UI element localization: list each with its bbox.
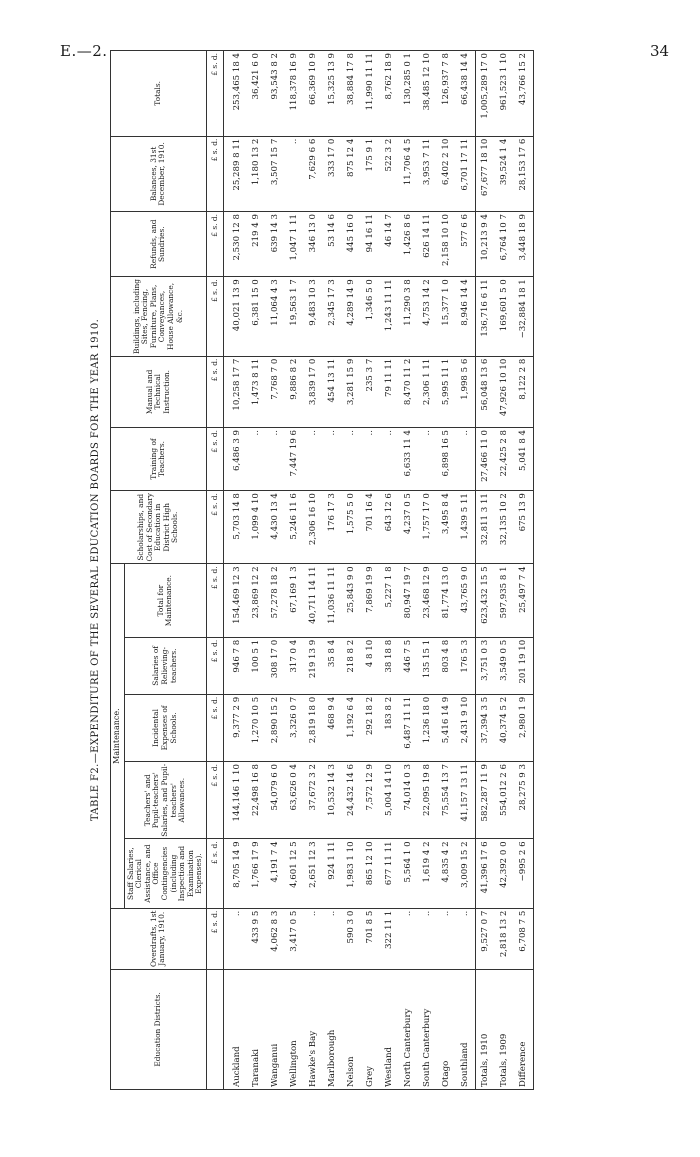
amount-cell: 54,079 6 0: [266, 762, 285, 839]
amount-cell: 701 8 5: [361, 908, 380, 969]
amount-cell: 7,629 6 6: [304, 136, 323, 211]
amount-cell: 100 5 1: [247, 637, 266, 694]
amount-cell: 219 13 9: [304, 637, 323, 694]
amount-cell: 3,549 0 5: [495, 637, 514, 694]
amount-cell: 11,064 4 3: [266, 277, 285, 356]
amount-cell: 253,465 18 4: [223, 51, 247, 137]
amount-cell: 2,306 1 11: [418, 356, 437, 427]
amount-cell: 57,278 18 2: [266, 564, 285, 637]
amount-cell: 38 18 8: [380, 637, 399, 694]
amount-cell: 67,677 18 10: [475, 136, 495, 211]
amount-cell: 175 9 1: [361, 136, 380, 211]
amount-cell: 8,470 11 2: [399, 356, 418, 427]
amount-cell: 2,819 18 0: [304, 694, 323, 761]
amount-cell: 81,774 13 0: [437, 564, 456, 637]
amount-cell: 118,378 16 9: [285, 51, 304, 137]
amount-cell: 11,706 4 5: [399, 136, 418, 211]
amount-cell: 4,062 8 3: [266, 908, 285, 969]
unit-cell: £ s. d.: [206, 212, 223, 277]
amount-cell: 36,421 6 0: [247, 51, 266, 137]
amount-cell: 1,270 10 5: [247, 694, 266, 761]
amount-cell: 4,835 4 2: [437, 839, 456, 908]
amount-cell: ..: [304, 427, 323, 490]
amount-cell: 9,377 2 9: [223, 694, 247, 761]
unit-cell: £ s. d.: [206, 908, 223, 969]
amount-cell: 11,290 3 8: [399, 277, 418, 356]
amount-cell: 53 14 6: [323, 212, 342, 277]
amount-cell: 317 0 4: [285, 637, 304, 694]
amount-cell: 468 9 4: [323, 694, 342, 761]
amount-cell: 4,289 14 9: [342, 277, 361, 356]
amount-cell: 2,530 12 8: [223, 212, 247, 277]
amount-cell: 40,021 13 9: [223, 277, 247, 356]
amount-cell: 67,169 1 3: [285, 564, 304, 637]
amount-cell: 4,753 14 2: [418, 277, 437, 356]
amount-cell: 7,572 12 9: [361, 762, 380, 839]
amount-cell: 6,708 7 5: [514, 908, 534, 969]
amount-cell: 6,402 2 10: [437, 136, 456, 211]
amount-cell: 1,439 5 11: [456, 491, 476, 564]
unit-cell: £ s. d.: [206, 637, 223, 694]
table-row: [456, 51, 476, 1090]
amount-cell: 66,369 10 9: [304, 51, 323, 137]
amount-cell: 4,191 7 4: [266, 839, 285, 908]
amount-cell: 5,227 1 8: [380, 564, 399, 637]
unit-cell: £ s. d.: [206, 51, 223, 137]
amount-cell: 2,345 17 3: [323, 277, 342, 356]
page-header-left: E.—2.: [60, 42, 108, 60]
amount-cell: 1,757 17 0: [418, 491, 437, 564]
amount-cell: 454 13 11: [323, 356, 342, 427]
amount-cell: 3,417 0 5: [285, 908, 304, 969]
table-row: [304, 51, 323, 1090]
unit-cell-blank: [206, 969, 223, 1089]
amount-cell: 3,751 0 3: [475, 637, 495, 694]
amount-cell: ..: [380, 427, 399, 490]
district-name: Southland: [456, 969, 476, 1089]
amount-cell: 522 3 2: [380, 136, 399, 211]
amount-cell: 1,346 5 0: [361, 277, 380, 356]
amount-cell: 130,285 0 1: [399, 51, 418, 137]
col-header-buildings: Buildings, including Sites, Fencing, Furniture, Plans, Conveyances, House Allowance, &c.: [111, 277, 207, 356]
amount-cell: 2,651 12 3: [304, 839, 323, 908]
amount-cell: 3,009 15 2: [456, 839, 476, 908]
unit-cell: £ s. d.: [206, 564, 223, 637]
amount-cell: 28,275 9 3: [514, 762, 534, 839]
table-row: [223, 51, 247, 1090]
col-header-total-maintenance: Total for Maintenance.: [124, 564, 206, 637]
district-name: Hawke's Bay: [304, 969, 323, 1089]
col-header-manual: Manual and Technical Instruction.: [111, 356, 207, 427]
amount-cell: 218 8 2: [342, 637, 361, 694]
district-name: Totals, 1909: [495, 969, 514, 1089]
amount-cell: 43,766 15 2: [514, 51, 534, 137]
amount-cell: 2,306 16 10: [304, 491, 323, 564]
amount-cell: 4 8 10: [361, 637, 380, 694]
amount-cell: 42,392 0 0: [495, 839, 514, 908]
amount-cell: ..: [285, 136, 304, 211]
amount-cell: 8,705 14 9: [223, 839, 247, 908]
amount-cell: 10,532 14 3: [323, 762, 342, 839]
amount-cell: 22,425 2 8: [495, 427, 514, 490]
amount-cell: 8,762 18 9: [380, 51, 399, 137]
amount-cell: 15,377 1 0: [437, 277, 456, 356]
col-header-maintenance-group: Maintenance.: [111, 564, 125, 908]
amount-cell: 5,004 14 10: [380, 762, 399, 839]
amount-cell: 1,047 1 11: [285, 212, 304, 277]
amount-cell: 322 11 1: [380, 908, 399, 969]
amount-cell: 3,507 15 7: [266, 136, 285, 211]
table-row: [342, 51, 361, 1090]
table-row: [380, 51, 399, 1090]
district-name: Marlborough: [323, 969, 342, 1089]
amount-cell: 1,426 8 6: [399, 212, 418, 277]
amount-cell: 1,575 5 0: [342, 491, 361, 564]
district-name: Wellington: [285, 969, 304, 1089]
amount-cell: 11,036 11 11: [323, 564, 342, 637]
col-header-staff: Staff Salaries, Clerical Assistance, and Office Contingencies (including Inspection and Examination Expenses).: [124, 839, 206, 908]
amount-cell: 38,485 12 10: [418, 51, 437, 137]
amount-cell: 37,672 3 2: [304, 762, 323, 839]
amount-cell: 47,926 10 10: [495, 356, 514, 427]
amount-cell: 15,325 13 9: [323, 51, 342, 137]
difference-row: [514, 51, 534, 1090]
amount-cell: 597,935 8 1: [495, 564, 514, 637]
amount-cell: ..: [361, 427, 380, 490]
amount-cell: 6,701 17 11: [456, 136, 476, 211]
amount-cell: 677 11 11: [380, 839, 399, 908]
col-header-relieving: Salaries of Relieving-teachers.: [124, 637, 206, 694]
amount-cell: 28,153 17 6: [514, 136, 534, 211]
amount-cell: 9,483 10 3: [304, 277, 323, 356]
amount-cell: 201 19 10: [514, 637, 534, 694]
amount-cell: ..: [323, 908, 342, 969]
unit-cell: £ s. d.: [206, 762, 223, 839]
amount-cell: 10,258 17 7: [223, 356, 247, 427]
table-row: [247, 51, 266, 1090]
expenditure-table: [110, 50, 534, 1090]
amount-cell: 1,099 4 10: [247, 491, 266, 564]
amount-cell: 6,486 3 9: [223, 427, 247, 490]
amount-cell: 675 13 9: [514, 491, 534, 564]
amount-cell: 2,818 13 2: [495, 908, 514, 969]
amount-cell: 154,469 12 3: [223, 564, 247, 637]
amount-cell: 961,523 1 10: [495, 51, 514, 137]
amount-cell: 144,146 1 10: [223, 762, 247, 839]
amount-cell: 32,811 3 11: [475, 491, 495, 564]
amount-cell: 93,543 8 2: [266, 51, 285, 137]
amount-cell: 43,765 9 0: [456, 564, 476, 637]
district-name: Nelson: [342, 969, 361, 1089]
table-row: [399, 51, 418, 1090]
table-title: TABLE F2.—EXPENDITURE OF THE SEVERAL EDUCATION BOARDS FOR THE YEAR 1910.: [90, 318, 101, 822]
amount-cell: 5,564 1 0: [399, 839, 418, 908]
amount-cell: 2,158 10 10: [437, 212, 456, 277]
amount-cell: 8,946 14 4: [456, 277, 476, 356]
amount-cell: 1,983 1 10: [342, 839, 361, 908]
amount-cell: 10,213 9 4: [475, 212, 495, 277]
amount-cell: 25,843 9 0: [342, 564, 361, 637]
amount-cell: 643 12 6: [380, 491, 399, 564]
unit-cell: £ s. d.: [206, 277, 223, 356]
district-name: Difference: [514, 969, 534, 1089]
table-row: [323, 51, 342, 1090]
amount-cell: 63,626 0 4: [285, 762, 304, 839]
amount-cell: ..: [223, 908, 247, 969]
amount-cell: 308 17 0: [266, 637, 285, 694]
amount-cell: 176 17 3: [323, 491, 342, 564]
amount-cell: 3,953 7 11: [418, 136, 437, 211]
amount-cell: 40,711 14 11: [304, 564, 323, 637]
amount-cell: 126,937 7 8: [437, 51, 456, 137]
amount-cell: 46 14 7: [380, 212, 399, 277]
amount-cell: ..: [266, 427, 285, 490]
table-row: [437, 51, 456, 1090]
amount-cell: 346 13 0: [304, 212, 323, 277]
amount-cell: 1,619 4 2: [418, 839, 437, 908]
unit-cell: £ s. d.: [206, 491, 223, 564]
amount-cell: 176 5 3: [456, 637, 476, 694]
amount-cell: 446 7 5: [399, 637, 418, 694]
amount-cell: 875 12 4: [342, 136, 361, 211]
col-header-training: Training of Teachers.: [111, 427, 207, 490]
amount-cell: 5,246 11 6: [285, 491, 304, 564]
amount-cell: 333 17 0: [323, 136, 342, 211]
amount-cell: 41,396 17 6: [475, 839, 495, 908]
amount-cell: 5,041 8 4: [514, 427, 534, 490]
table-row: [285, 51, 304, 1090]
amount-cell: 292 18 2: [361, 694, 380, 761]
amount-cell: 7,447 19 6: [285, 427, 304, 490]
amount-cell: 5,995 11 1: [437, 356, 456, 427]
table-row: [266, 51, 285, 1090]
amount-cell: ..: [304, 908, 323, 969]
amount-cell: 169,601 5 0: [495, 277, 514, 356]
amount-cell: 626 14 11: [418, 212, 437, 277]
amount-cell: 582,287 11 9: [475, 762, 495, 839]
amount-cell: 2,431 9 10: [456, 694, 476, 761]
unit-cell: £ s. d.: [206, 356, 223, 427]
unit-row: [206, 51, 223, 1090]
amount-cell: 23,869 12 2: [247, 564, 266, 637]
amount-cell: 66,438 14 4: [456, 51, 476, 137]
amount-cell: 6,487 11 11: [399, 694, 418, 761]
amount-cell: 554,012 2 6: [495, 762, 514, 839]
amount-cell: 3,839 17 0: [304, 356, 323, 427]
totals-1910-row: [475, 51, 495, 1090]
amount-cell: 5,416 14 9: [437, 694, 456, 761]
amount-cell: 590 3 0: [342, 908, 361, 969]
amount-cell: 1,005,289 17 0: [475, 51, 495, 137]
amount-cell: 39,524 1 4: [495, 136, 514, 211]
amount-cell: −995 2 6: [514, 839, 534, 908]
amount-cell: 8,122 2 8: [514, 356, 534, 427]
district-name: South Canterbury: [418, 969, 437, 1089]
amount-cell: 79 11 11: [380, 356, 399, 427]
district-name: Wanganui: [266, 969, 285, 1089]
amount-cell: ..: [247, 427, 266, 490]
amount-cell: ..: [342, 427, 361, 490]
table-row: [418, 51, 437, 1090]
amount-cell: 19,563 1 7: [285, 277, 304, 356]
district-name: Otago: [437, 969, 456, 1089]
col-header-district: Education Districts.: [111, 969, 207, 1089]
amount-cell: 1,473 8 11: [247, 356, 266, 427]
amount-cell: 6,381 15 0: [247, 277, 266, 356]
amount-cell: 7,768 7 0: [266, 356, 285, 427]
amount-cell: 2,890 15 2: [266, 694, 285, 761]
amount-cell: ..: [399, 908, 418, 969]
amount-cell: 1,998 5 6: [456, 356, 476, 427]
amount-cell: 94 16 11: [361, 212, 380, 277]
amount-cell: ..: [418, 427, 437, 490]
amount-cell: 35 8 4: [323, 637, 342, 694]
amount-cell: 577 6 6: [456, 212, 476, 277]
unit-cell: £ s. d.: [206, 136, 223, 211]
amount-cell: ..: [418, 908, 437, 969]
amount-cell: 27,466 11 0: [475, 427, 495, 490]
amount-cell: 924 1 11: [323, 839, 342, 908]
amount-cell: 23,468 12 9: [418, 564, 437, 637]
district-name: Totals, 1910: [475, 969, 495, 1089]
amount-cell: 136,716 6 11: [475, 277, 495, 356]
col-header-overdrafts: Overdrafts, 1st January, 1910.: [111, 908, 207, 969]
district-name: Grey: [361, 969, 380, 1089]
amount-cell: 2,980 1 9: [514, 694, 534, 761]
amount-cell: 40,374 5 2: [495, 694, 514, 761]
amount-cell: 219 4 9: [247, 212, 266, 277]
amount-cell: 946 7 8: [223, 637, 247, 694]
district-name: Taranaki: [247, 969, 266, 1089]
totals-1909-row: [495, 51, 514, 1090]
district-name: Westland: [380, 969, 399, 1089]
amount-cell: 701 16 4: [361, 491, 380, 564]
amount-cell: 433 9 5: [247, 908, 266, 969]
col-header-refunds: Refunds, and Sundries.: [111, 212, 207, 277]
amount-cell: ..: [437, 908, 456, 969]
amount-cell: 6,633 11 4: [399, 427, 418, 490]
district-name: North Canterbury: [399, 969, 418, 1089]
amount-cell: 183 8 2: [380, 694, 399, 761]
amount-cell: 9,886 8 2: [285, 356, 304, 427]
amount-cell: 4,430 13 4: [266, 491, 285, 564]
amount-cell: 1,180 13 2: [247, 136, 266, 211]
amount-cell: 865 12 10: [361, 839, 380, 908]
amount-cell: 5,703 14 8: [223, 491, 247, 564]
col-header-incidental: Incidental Expenses of Schools.: [124, 694, 206, 761]
col-header-scholarships: Scholarships, and Cost of Secondary Education in District High Schools.: [111, 491, 207, 564]
amount-cell: ..: [323, 427, 342, 490]
unit-cell: £ s. d.: [206, 839, 223, 908]
amount-cell: 7,869 19 9: [361, 564, 380, 637]
district-name: Auckland: [223, 969, 247, 1089]
page-number: 34: [650, 42, 670, 60]
rotated-table-block: [90, 50, 670, 1090]
table-body: [206, 51, 533, 1090]
amount-cell: 25,289 8 11: [223, 136, 247, 211]
amount-cell: 32,135 10 2: [495, 491, 514, 564]
unit-cell: £ s. d.: [206, 427, 223, 490]
amount-cell: 803 4 8: [437, 637, 456, 694]
amount-cell: 6,898 16 5: [437, 427, 456, 490]
amount-cell: 22,498 16 8: [247, 762, 266, 839]
amount-cell: 639 14 3: [266, 212, 285, 277]
amount-cell: 3,495 8 4: [437, 491, 456, 564]
amount-cell: 623,432 15 5: [475, 564, 495, 637]
amount-cell: 9,527 0 7: [475, 908, 495, 969]
amount-cell: 38,884 17 8: [342, 51, 361, 137]
amount-cell: 41,157 13 11: [456, 762, 476, 839]
amount-cell: 3,281 15 9: [342, 356, 361, 427]
col-header-teachers: Teachers' and Pupil-teachers' Salaries, and Pupil-teachers' Allowances.: [124, 762, 206, 839]
amount-cell: 445 16 0: [342, 212, 361, 277]
amount-cell: 6,764 10 7: [495, 212, 514, 277]
amount-cell: 1,192 6 4: [342, 694, 361, 761]
amount-cell: 75,554 13 7: [437, 762, 456, 839]
amount-cell: 1,766 17 9: [247, 839, 266, 908]
amount-cell: 135 15 1: [418, 637, 437, 694]
amount-cell: 37,394 3 5: [475, 694, 495, 761]
amount-cell: 4,601 12 5: [285, 839, 304, 908]
amount-cell: 74,014 0 3: [399, 762, 418, 839]
amount-cell: 235 3 7: [361, 356, 380, 427]
amount-cell: ..: [456, 908, 476, 969]
amount-cell: 22,095 19 8: [418, 762, 437, 839]
amount-cell: 56,048 13 6: [475, 356, 495, 427]
amount-cell: 11,990 11 11: [361, 51, 380, 137]
amount-cell: −32,884 18 1: [514, 277, 534, 356]
amount-cell: 80,947 19 7: [399, 564, 418, 637]
amount-cell: 3,326 0 7: [285, 694, 304, 761]
unit-cell: £ s. d.: [206, 694, 223, 761]
amount-cell: 1,236 18 0: [418, 694, 437, 761]
amount-cell: ..: [456, 427, 476, 490]
amount-cell: 1,243 11 11: [380, 277, 399, 356]
amount-cell: 25,497 7 4: [514, 564, 534, 637]
amount-cell: 24,432 14 6: [342, 762, 361, 839]
amount-cell: 3,448 18 9: [514, 212, 534, 277]
col-header-totals: Totals.: [111, 51, 207, 137]
col-header-balances: Balances, 31st December, 1910.: [111, 136, 207, 211]
table-row: [361, 51, 380, 1090]
amount-cell: 4,237 0 5: [399, 491, 418, 564]
